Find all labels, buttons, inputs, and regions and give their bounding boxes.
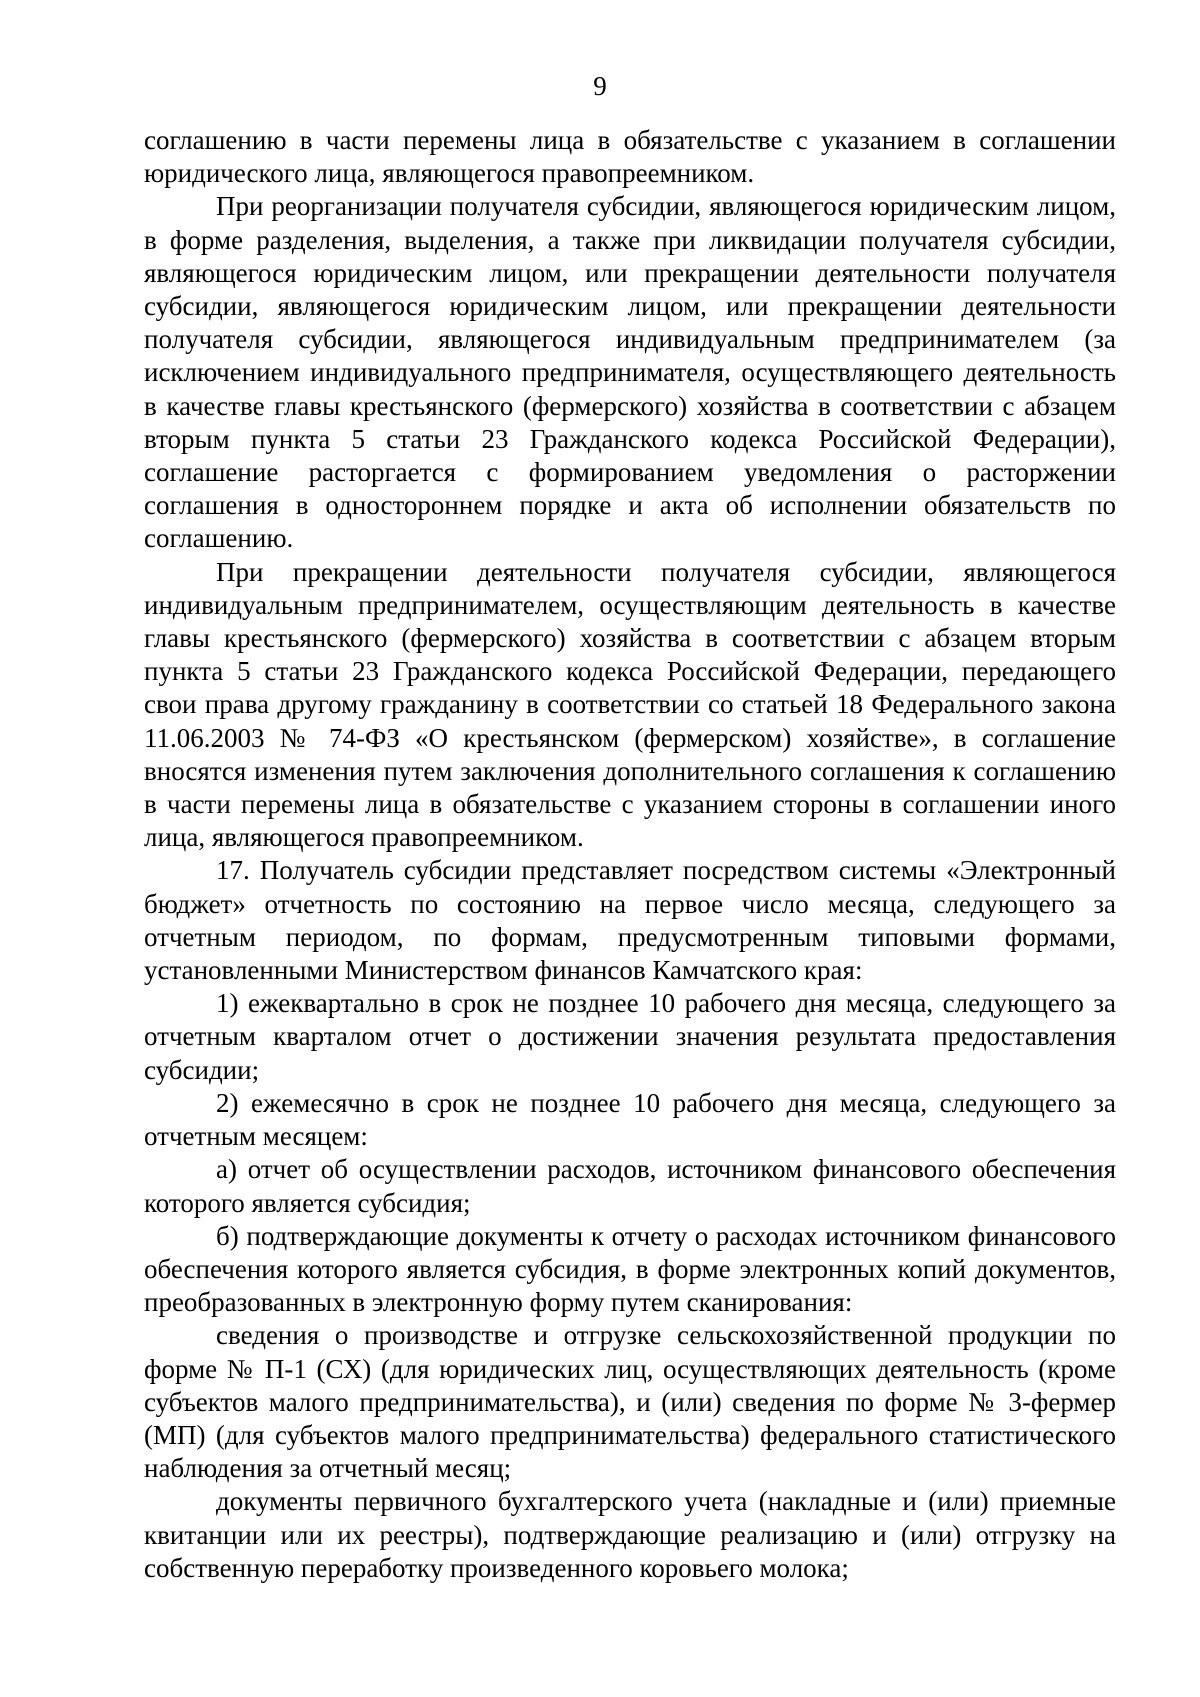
- paragraph-reorganization: При реорганизации получателя субсидии, являющегося юридическим лицом, в форме разделения, выделения, а также при ликвидации получателя субсидии, являющегося юридическим лицом, или прекращении деятельности получателя субсидии, являющегося юридическим лицом, или прекращении деятельности получателя субсидии, являющегося индивидуальным предпринимателем (за исключением индивидуального предпринимателя, осуществляющего деятельность в качестве главы крестьянского (фермерского) хозяйства в соответствии с абзацем вторым пункта 5 статьи 23 Гражданского кодекса Российской Федерации), соглашение расторгается с формированием уведомления о расторжении соглашения в одностороннем порядке и акта об исполнении обязательств по соглашению.: [144, 191, 1116, 554]
- document-body: [144, 124, 1116, 1585]
- paragraph-subitem-a: а) отчет об осуществлении расходов, источником финансового обеспечения которого является субсидия;: [144, 1154, 1116, 1218]
- paragraph-item-17: 17. Получатель субсидии представляет посредством системы «Электронный бюджет» отчетность по состоянию на первое число месяца, следующего за отчетным периодом, по формам, предусмотренным типовыми формами, установленными Министерством финансов Камчатского края:: [144, 855, 1116, 986]
- paragraph-subitem-b: б) подтверждающие документы к отчету о расходах источником финансового обеспечения которого является субсидия, в форме электронных копий документов, преобразованных в электронную форму путем сканирования:: [144, 1220, 1116, 1318]
- paragraph-production-info: сведения о производстве и отгрузке сельскохозяйственной продукции по форме № П-1 (СХ) (для юридических лиц, осуществляющих деятельность (кроме субъектов малого предпринимательства), и (или) сведения по форме № 3-фермер (МП) (для субъектов малого предпринимательства) федерального статистического наблюдения за отчетный месяц;: [144, 1320, 1116, 1484]
- paragraph-continuation: соглашению в части перемены лица в обязательстве с указанием в соглашении юридического лица, являющегося правопреемником.: [144, 125, 1116, 189]
- paragraph-accounting-documents: документы первичного бухгалтерского учета (накладные и (или) приемные квитанции или их реестры), подтверждающие реализацию и (или) отгрузку на собственную переработку произведенного коровьего молока;: [144, 1486, 1116, 1583]
- paragraph-termination-farmer: При прекращении деятельности получателя субсидии, являющегося индивидуальным предпринимателем, осуществляющим деятельность в качестве главы крестьянского (фермерского) хозяйства в соответствии с абзацем вторым пункта 5 статьи 23 Гражданского кодекса Российской Федерации, передающего свои права другому гражданину в соответствии со статьей 18 Федерального закона 11.06.2003 № 74-ФЗ «О крестьянском (фермерском) хозяйстве», в соглашение вносятся изменения путем заключения дополнительного соглашения к соглашению в части перемены лица в обязательстве с указанием стороны в соглашении иного лица, являющегося правопреемником.: [144, 556, 1116, 853]
- paragraph-subitem-2: 2) ежемесячно в срок не позднее 10 рабочего дня месяца, следующего за отчетным месяцем:: [144, 1087, 1116, 1152]
- paragraph-subitem-1: 1) ежеквартально в срок не позднее 10 рабочего дня месяца, следующего за отчетным кварталом отчет о достижении значения результата предоставления субсидии;: [144, 988, 1116, 1085]
- page-number: 9: [593, 71, 607, 101]
